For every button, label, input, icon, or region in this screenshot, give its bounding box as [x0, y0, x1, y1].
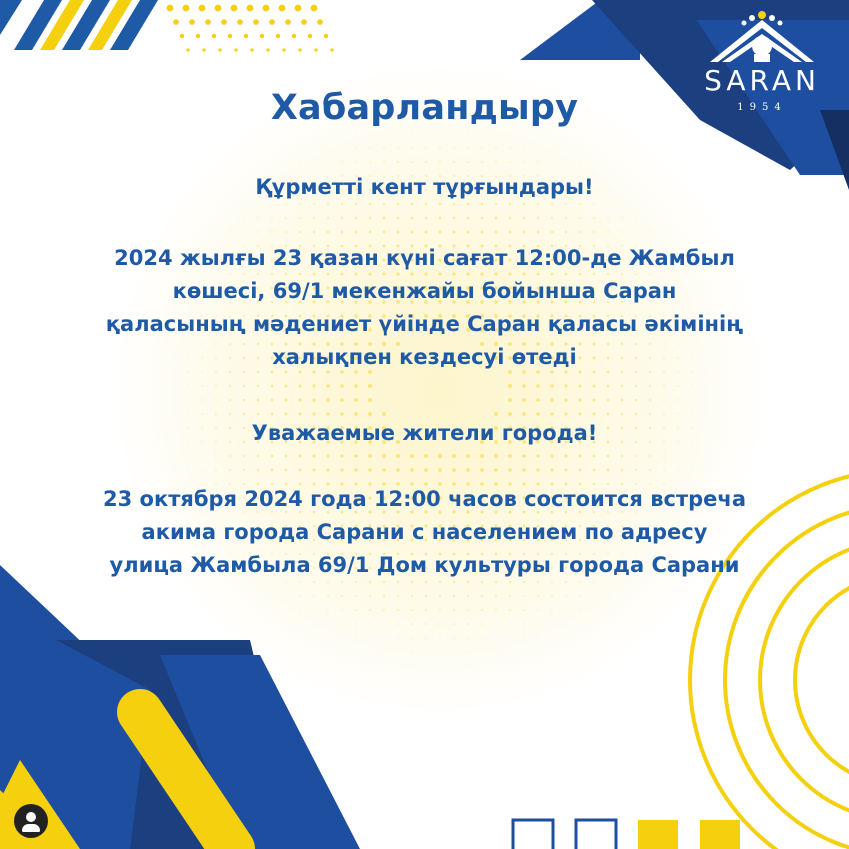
body-kazakh-line: 2024 жылғы 23 қазан күні сағат 12:00-де Жамбыл	[114, 246, 735, 270]
avatar-body	[22, 824, 40, 832]
logo-year: 1954	[737, 102, 787, 113]
body-russian-line: акима города Сарани с населением по адресу	[141, 520, 708, 544]
avatar-head	[26, 812, 36, 822]
body-russian-line: 23 октября 2024 года 12:00 часов состоится встреча	[102, 487, 746, 511]
body-kazakh-line: қаласының мәдениет үйінде Саран қаласы әкімінің	[105, 312, 744, 336]
body-kazakh-line: көшесі, 69/1 мекенжайы бойынша Саран	[172, 279, 677, 303]
body-russian-line: улица Жамбыла 69/1 Дом культуры города Сарани	[109, 553, 740, 577]
body-russian	[0, 483, 849, 582]
top-left-stripes	[0, 0, 158, 50]
top-yellow-dots	[167, 5, 334, 52]
saran-emblem-icon	[696, 6, 828, 66]
greeting-kazakh: Құрметті кент тұрғындары!	[255, 175, 594, 199]
body-kazakh-line: халықпен кездесуі өтеді	[272, 345, 577, 369]
body-kazakh	[0, 242, 849, 374]
bottom-squares	[513, 820, 740, 849]
greeting-russian: Уважаемые жители города!	[251, 421, 598, 445]
profile-avatar-icon[interactable]	[14, 804, 48, 838]
halftone-glow	[110, 60, 770, 720]
announcement-title: Хабарландыру	[270, 88, 579, 128]
logo-wordmark: SARAN	[704, 64, 820, 97]
